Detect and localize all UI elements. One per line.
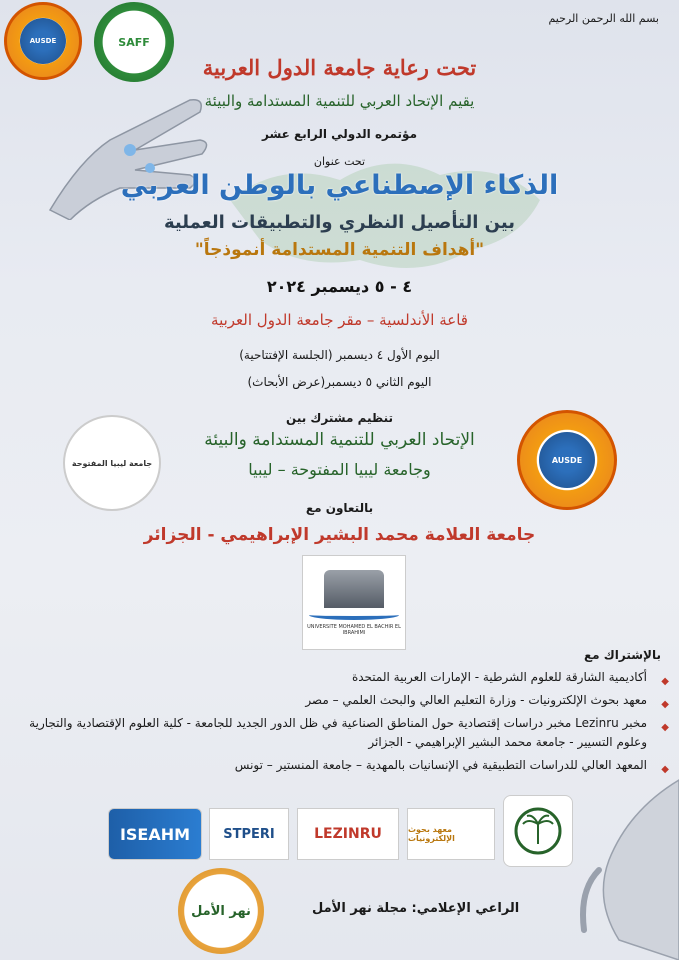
conference-subtitle-2: "أهداف التنمية المستدامة أنموذجاً" [194, 240, 485, 260]
joint-organization-label: تنظيم مشترك بين [286, 411, 393, 425]
organizer-line: يقيم الإتحاد العربي للتنمية المستدامة والبيئة [204, 92, 475, 110]
under-title-label: تحت عنوان [313, 155, 366, 168]
nahr-alamal-logo [178, 868, 264, 954]
bullet-icon: ◆ [661, 676, 669, 687]
ausde-mid-logo-text: AUSDE [551, 455, 583, 465]
media-sponsor: الراعي الإعلامي: مجلة نهر الأمل [312, 901, 520, 916]
emblem-logo [503, 795, 573, 867]
day-two-schedule: اليوم الثاني ٥ ديسمبر(عرض الأبحاث) [247, 375, 432, 389]
iseahm-logo: ISEAHM [108, 808, 202, 860]
el-ibrahimi-university-logo [302, 555, 406, 650]
nahr-logo-text: نهر الأمل [191, 903, 251, 919]
stperi-logo: STPERI [209, 808, 289, 860]
electronics-institute-logo: معهد بحوث الإلكترونيات [407, 808, 495, 860]
list-item [29, 691, 669, 710]
ausde-logo-text: AUSDE [29, 37, 57, 45]
university-logo-caption: UNIVERSITE MOHAMED EL BACHIR EL IBRAHIMI [307, 623, 401, 636]
partner-text: معهد بحوث الإلكترونيات - وزارة التعليم العالي والبحث العلمي – مصر [305, 693, 647, 707]
bullet-icon: ◆ [661, 699, 669, 710]
cooperation-label: بالتعاون مع [305, 501, 374, 515]
partners-label: بالإشتراك مع [583, 648, 661, 662]
organizer-one: الإتحاد العربي للتنمية المستدامة والبيئة [204, 430, 475, 450]
partner-text: المعهد العالي للدراسات التطبيقية في الإنسانيات بالمهدية – جامعة المنستير – تونس [234, 758, 647, 772]
conference-dates: ٤ - ٥ ديسمبر ٢٠٢٤ [266, 277, 413, 296]
bullet-icon: ◆ [661, 764, 669, 775]
day-one-schedule: اليوم الأول ٤ ديسمبر (الجلسة الإفتتاحية) [239, 348, 440, 362]
organizer-two: وجامعة ليبيا المفتوحة – ليبيا [248, 460, 431, 479]
palm-emblem-icon [513, 806, 563, 856]
conference-title: الذكاء الإصطناعي بالوطن العربي [120, 170, 559, 201]
partner-text: مخبر Lezinru مخبر دراسات إقتصادية حول المناطق الصناعية في ظل الدور الجديد للجامعة - كلية العلوم الإقتصادية والتجارية وعلوم التسيير - جامعة محمد البشير الإبراهيمي - الجزائر [29, 716, 647, 749]
wave-icon [309, 610, 399, 620]
bullet-icon: ◆ [661, 722, 669, 733]
conference-venue: قاعة الأندلسية – مقر جامعة الدول العربية [211, 311, 468, 329]
list-item [29, 668, 669, 687]
partners-list [29, 668, 669, 779]
patronage-heading: تحت رعاية جامعة الدول العربية [202, 55, 477, 80]
conference-subtitle: بين التأصيل النظري والتطبيقات العملية [164, 212, 515, 233]
cooperating-university: جامعة العلامة محمد البشير الإبراهيمي - الجزائر [143, 525, 536, 545]
conference-edition: مؤتمره الدولي الرابع عشر [261, 127, 417, 141]
university-building-icon [324, 570, 384, 608]
saff-logo-text: SAFF [118, 35, 150, 49]
libya-logo-text: جامعة ليبيا المفتوحة [71, 458, 153, 468]
list-item [29, 756, 669, 775]
lezinru-logo: LEZINRU [297, 808, 399, 860]
list-item [29, 714, 669, 752]
partner-text: أكاديمية الشارقة للعلوم الشرطية - الإمارات العربية المتحدة [351, 670, 647, 684]
basmala: بسم الله الرحمن الرحيم [548, 12, 659, 25]
